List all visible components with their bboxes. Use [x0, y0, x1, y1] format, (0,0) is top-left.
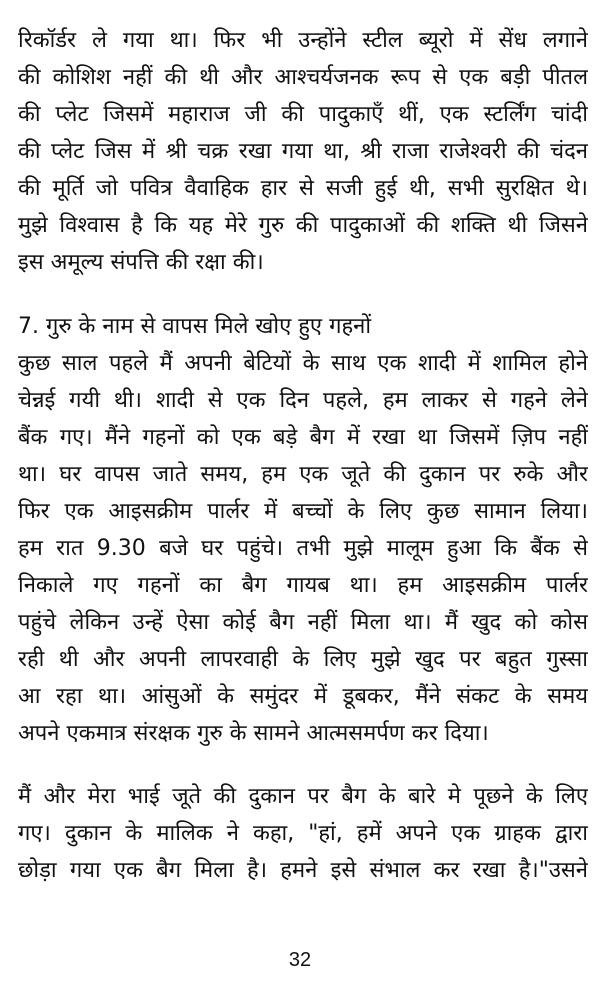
text-line: गए। दुकान के मालिक ने कहा, "हां, हमें अपने एक ग्राहक द्वारा	[18, 821, 588, 846]
text-line: अपने एकमात्र संरक्षक गुरु के सामने आत्मसमर्पण कर दिया।	[18, 721, 489, 746]
text-line: था। घर वापस जाते समय, हम एक जूते की दुकान पर रुके और	[18, 462, 588, 487]
text-line: रही थी और अपनी लापरवाही के लिए मुझे खुद पर बहुत गुस्सा	[18, 647, 588, 672]
text-line: आ रहा था। आंसुओं के समुंदर में डूबकर, मैंने संकट के समय	[18, 684, 588, 709]
text-line: छोड़ा गया एक बैग मिला है। हमने इसे संभाल कर रखा है।"उसने	[18, 858, 588, 883]
text-line: रिकॉर्डर ले गया था। फिर भी उन्होंने स्टील ब्यूरो में सेंध लगाने	[18, 28, 588, 53]
text-line: की प्लेट जिस में श्री चक्र रखा गया था, श्री राजा राजेश्वरी की चंदन	[18, 139, 588, 164]
book-page	[18, 0, 588, 986]
text-line: बैंक गए। मैंने गहनों को एक बड़े बैग में रखा था जिसमें ज़िप नहीं	[18, 425, 588, 450]
text-line: इस अमूल्य संपत्ति की रक्षा की।	[18, 250, 264, 275]
text-line: पहुंचे लेकिन उन्हें ऐसा कोई बैग नहीं मिला था। मैं खुद को कोस	[18, 610, 588, 635]
text-line: की प्लेट जिसमें महाराज जी की पादुकाएँ थीं, एक स्टर्लिंग चांदी	[18, 102, 588, 127]
text-line: हम रात 9.30 बजे घर पहुंचे। तभी मुझे मालूम हुआ कि बैंक से	[18, 536, 588, 561]
text-line: की मूर्ति जो पवित्र वैवाहिक हार से सजी हुई थी, सभी सुरक्षित थे।	[18, 176, 588, 201]
text-line: कुछ साल पहले मैं अपनी बेटियों के साथ एक शादी में शामिल होने	[18, 351, 588, 376]
page-number: 32	[288, 949, 312, 971]
text-line: फिर एक आइसक्रीम पार्लर में बच्चों के लिए कुछ सामान लिया।	[18, 499, 588, 524]
text-line: की कोशिश नहीं की थी और आश्चर्यजनक रूप से एक बड़ी पीतल	[18, 65, 588, 90]
section-heading: 7. गुरु के नाम से वापस मिले खोए हुए गहनों	[18, 314, 372, 339]
text-line: मैं और मेरा भाई जूते की दुकान पर बैग के बारे मे पूछने के लिए	[18, 784, 588, 809]
text-line: निकाले गए गहनों का बैग गायब था। हम आइसक्रीम पार्लर	[18, 573, 588, 598]
text-line: चेन्नई गयी थी। शादी से एक दिन पहले, हम लाकर से गहने लेने	[18, 388, 588, 413]
text-line: मुझे विश्वास है कि यह मेरे गुरु की पादुकाओं की शक्ति थी जिसने	[18, 213, 588, 238]
